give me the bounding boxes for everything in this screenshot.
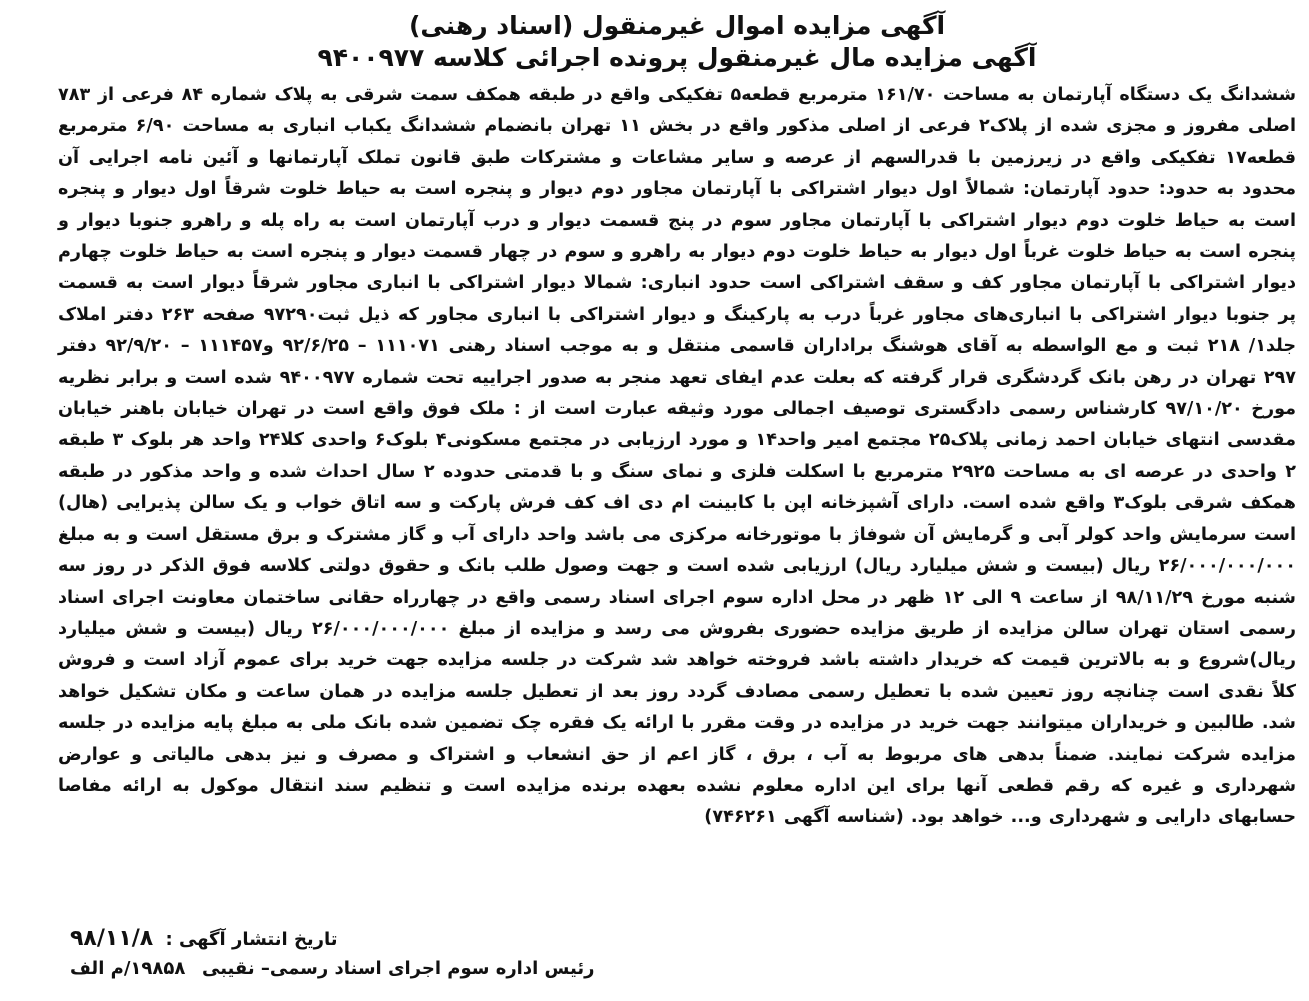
reference-number: ۱۹۸۵۸/م الف [70, 958, 186, 979]
publish-date-value: ۹۸/۱۱/۸ [70, 926, 154, 951]
auction-notice [52, 8, 1302, 993]
notice-title: آگهی مزایده اموال غیرمنقول (اسناد رهنی) [408, 11, 946, 40]
notice-subtitle: آگهی مزایده مال غیرمنقول پرونده اجرائی کلاسه ۹۴۰۰۹۷۷ [317, 43, 1037, 72]
publish-date-block [70, 924, 338, 955]
publish-date-label: تاریخ انتشار آگهی : [165, 929, 338, 950]
notice-body: ششدانگ یک دستگاه آپارتمان به مساحت ۱۶۱/۷۰ مترمربع قطعه۵ تفکیکی واقع در طبقه همکف سمت شرقی به پلاک شماره ۸۴ فرعی از ۷۸۳ اصلی مفروز و مجزی شده از پلاک۲ فرعی از اصلی مذکور واقع در بخش ۱۱ تهران بانضمام ششدانگ یکباب انباری به مساحت ۶/۹۰ مترمربع قطعه۱۷ تفکیکی واقع در زیرزمین با قدرالسهم از عرصه و سایر مشاعات و مشترکات طبق قانون تملک آپارتمانها و آئین نامه اجرایی آن محدود به حدود: حدود آپارتمان: شمالاً اول دیوار اشتراکی با آپارتمان مجاور دوم دیوار و پنجره است به حیاط خلوت شرقاً اول دیوار و پنجره است به حیاط خلوت دوم دیوار اشتراکی با آپارتمان مجاور سوم در پنج قسمت دیوار و درب آپارتمان است به راه پله و راهرو جنوبا دیوار و پنجره است به حیاط خلوت غرباً اول دیوار به حیاط خلوت دوم دیوار به راهرو و سوم در چهار قسمت دیوار و پنجره است به حیاط خلوت چهارم دیوار اشتراکی با آپارتمان مجاور کف و سقف اشتراکی است حدود انباری: شمالا دیوار اشتراکی با انباری مجاور شرقاً دیوار است به قسمت پر جنوبا دیوار اشتراکی با انباری‌های مجاور غرباً درب به پارکینگ و دیوار اشتراکی با انباری مجاور که ذیل ثبت۹۷۲۹۰ صفحه ۲۶۳ دفتر املاک جلد۱/ ۲۱۸ ثبت و مع الواسطه به آقای هوشنگ براداران قاسمی منتقل و به موجب اسناد رهنی ۱۱۱۰۷۱ – ۹۲/۶/۲۵ و۱۱۱۴۵۷ – ۹۲/۹/۲۰ دفتر ۲۹۷ تهران در رهن بانک گردشگری قرار گرفته که بعلت عدم ایفای تعهد منجر به صدور اجراییه تحت شماره ۹۴۰۰۹۷۷ شده است و برابر نظریه مورخ ۹۷/۱۰/۲۰ کارشناس رسمی دادگستری توصیف اجمالی مورد وثیقه عبارت است از : ملک فوق واقع است در تهران خیابان باهنر خیابان مقدسی انتهای خیابان احمد زمانی پلاک۲۵ مجتمع امیر واحد۱۴ و مورد ارزیابی در مجتمع مسکونی۴ بلوک۶ واحدی کلا۲۴ واحد هر بلوک ۳ طبقه ۲ واحدی در عرصه ای به مساحت ۲۹۲۵ مترمربع با اسکلت فلزی و نمای سنگ و با قدمتی حدوده ۲ سال احداث شده و واحد مذکور در طبقه همکف شرقی بلوک۳ واقع شده است. دارای آشپزخانه اپن با کابینت ام دی اف کف فرش پارکت و سه اتاق خواب و یک سالن پذیرایی (هال) است سرمایش واحد کولر آبی و گرمایش آن شوفاژ با موتورخانه مرکزی می باشد واحد دارای آب و گاز مشترک و برق مستقل است و به مبلغ ۲۶/۰۰۰/۰۰۰/۰۰۰ ریال (بیست و شش میلیارد ریال) ارزیابی شده است و جهت وصول طلب بانک و حقوق دولتی کلاسه فوق الذکر در روز سه شنبه مورخ ۹۸/۱۱/۲۹ از ساعت ۹ الی ۱۲ ظهر در محل اداره سوم اجرای اسناد رسمی واقع در چهارراه حقانی ساختمان معاونت اجرای اسناد رسمی استان تهران سالن مزایده از طریق مزایده حضوری بفروش می رسد و مزایده از مبلغ ۲۶/۰۰۰/۰۰۰/۰۰۰ ریال (بیست و شش میلیارد ریال)شروع و به بالاترین قیمت که خریدار داشته باشد فروخته خواهد شد شرکت در جلسه مزایده جهت خرید برای عموم آزاد است و فروش کلاً نقدی است چنانچه روز تعیین شده با تعطیل رسمی مصادف گردد روز بعد از تعطیل جلسه مزایده در همان ساعت و مکان تشکیل خواهد شد. طالبین و خریداران میتوانند جهت خرید در مزایده در وقت مقرر با ارائه یک فقره چک تضمین شده بانک ملی به مبلغ پایه مزایده در جلسه مزایده شرکت نمایند. ضمناً بدهی های مربوط به آب ، برق ، گاز اعم از حق انشعاب و اشتراک و مصرف و نیز بدهی مالیاتی و عوارض شهرداری و غیره که رقم قطعی آنها برای این اداره معلوم نشده بعهده برنده مزایده است و تنظیم سند انتقال موکول به ارائه مفاصا حسابهای دارایی و شهرداری و... خواهد بود. (شناسه آگهی ۷۴۶۲۶۱) [58, 85, 1297, 828]
notice-footer [52, 924, 1302, 994]
signatory: رئیس اداره سوم اجرای اسناد رسمی– نقیبی [202, 958, 595, 979]
